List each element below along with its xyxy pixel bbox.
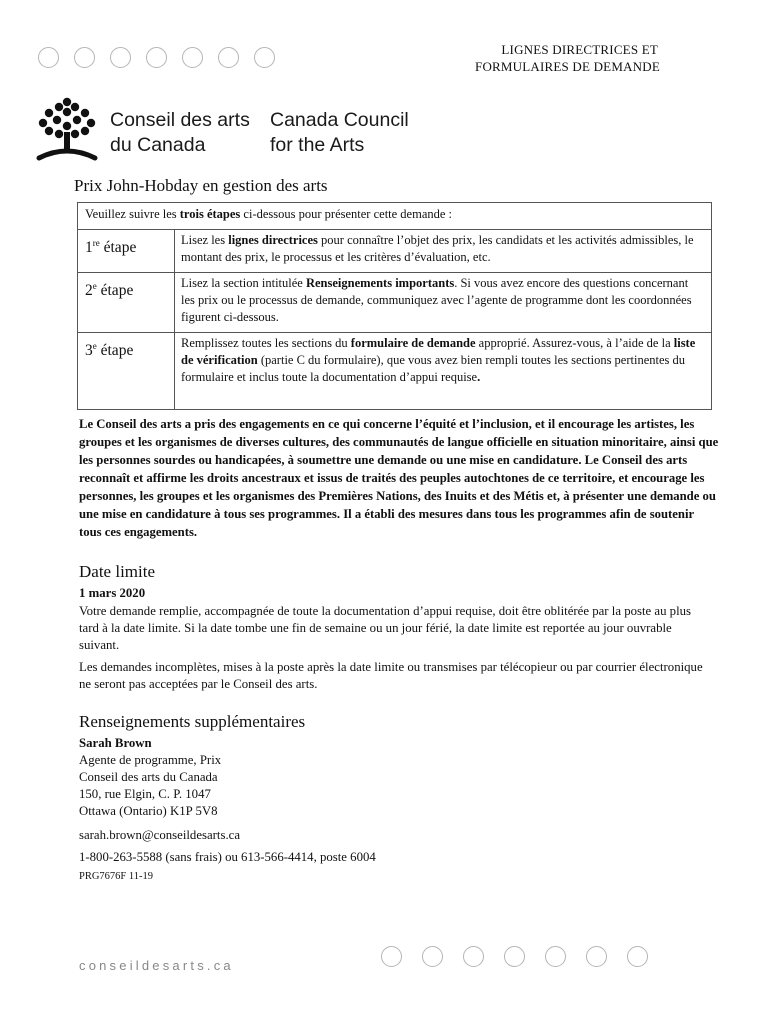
- incomplete-applications-paragraph: Les demandes incomplètes, mises à la poste après la date limite ou transmises par télécopieur ou par courrier électronique ne seront pas acceptées par le Conseil des arts.: [79, 660, 703, 691]
- circle-icon: [146, 47, 167, 68]
- step-text-part: pour connaître l’objet des prix, les candidats et les activités admissibles, le montant des prix, le processus et les critères d’évaluation, etc.: [181, 233, 694, 264]
- step-label: [78, 333, 175, 410]
- step-text-part: Lisez les: [181, 233, 229, 247]
- step-row: [78, 273, 712, 333]
- step-label: [78, 273, 175, 333]
- logo-fr-line-2: du Canada: [110, 134, 206, 156]
- circle-icon: [381, 946, 402, 967]
- step-text: [175, 333, 712, 410]
- steps-intro: [78, 203, 712, 230]
- circle-icon: [218, 47, 239, 68]
- logo-text-french: [110, 108, 250, 158]
- logo-en-line-2: for the Arts: [270, 134, 365, 156]
- step-ordinal: e: [92, 341, 97, 351]
- form-code: PRG7676F 11-19: [79, 871, 153, 882]
- contact-email-link[interactable]: sarah.brown@conseildesarts.ca: [79, 828, 241, 842]
- circle-icon: [110, 47, 131, 68]
- circle-icon: [38, 47, 59, 68]
- page-title: Prix John-Hobday en gestion des arts: [74, 176, 328, 195]
- contact-street: 150, rue Elgin, C. P. 1047: [79, 787, 211, 801]
- step-ordinal: re: [92, 238, 100, 248]
- contact-block: [79, 735, 221, 820]
- tree-logo-icon: [35, 96, 99, 166]
- circle-icon: [182, 47, 203, 68]
- step-text-bold: liste de vérification: [181, 336, 696, 367]
- circle-icon: [254, 47, 275, 68]
- contact-role: Agente de programme, Prix: [79, 753, 222, 767]
- step-text: [175, 230, 712, 273]
- circle-icon: [422, 946, 443, 967]
- intro-text-end: ci-dessous pour présenter cette demande :: [240, 207, 453, 221]
- deadline-heading: Date limite: [79, 562, 156, 581]
- step-word: étape: [96, 282, 134, 300]
- logo-en-line-1: Canada Council: [270, 109, 409, 131]
- step-text-part: Remplissez toutes les sections du: [181, 336, 351, 350]
- intro-text: Veuillez suivre les: [85, 207, 180, 221]
- step-number: 3: [85, 342, 93, 360]
- contact-name: Sarah Brown: [79, 736, 152, 750]
- step-row: [78, 230, 712, 273]
- logo-fr-line-1: Conseil des arts: [110, 109, 250, 131]
- step-label: [78, 230, 175, 273]
- step-number: 2: [85, 282, 93, 300]
- header-line-1: LIGNES DIRECTRICES ET: [501, 42, 658, 57]
- top-circle-decoration: [38, 47, 275, 68]
- step-text-part: (partie C du formulaire), que vous avez bien rempli toutes les sections pertinentes du formulaire et inclus toute la documentation d’appui requise: [181, 353, 686, 384]
- website-link[interactable]: conseildesarts.ca: [79, 958, 234, 973]
- deadline-paragraph: Votre demande remplie, accompagnée de toute la documentation d’appui requise, doit être oblitérée par la poste au plus tard à la date limite. Si la date tombe une fin de semaine ou un jour férié, la date limite est reportée au jour ouvrable suivant.: [79, 604, 692, 652]
- step-text-part: approprié. Assurez-vous, à l’aide de la: [475, 336, 674, 350]
- circle-icon: [504, 946, 525, 967]
- contact-phone: 1-800-263-5588 (sans frais) ou 613-566-4414, poste 6004: [79, 850, 376, 864]
- step-text-bold: lignes directrices: [228, 233, 318, 247]
- step-text: [175, 273, 712, 333]
- step-word: étape: [99, 239, 137, 257]
- step-number: 1: [85, 239, 93, 257]
- circle-icon: [74, 47, 95, 68]
- contact-city: Ottawa (Ontario) K1P 5V8: [79, 804, 218, 818]
- header-line-2: FORMULAIRES DE DEMANDE: [475, 59, 660, 74]
- circle-icon: [586, 946, 607, 967]
- equity-commitment-paragraph: Le Conseil des arts a pris des engagements en ce qui concerne l’équité et l’inclusion, et il encourage les artistes, les groupes et les organismes de diverses cultures, des communautés de langue officielle en situation minoritaire, ainsi que les personnes sourdes ou handicapées, à soumettre une demande ou une mise en candidature. Le Conseil des arts reconnaît et affirme les droits ancestraux et issus de traités des peuples autochtones de ce territoire, et encourage les personnes, les groupes et les organismes des Premières Nations, des Inuits et des Métis et, à présenter une demande ou une mise en candidature à tous ses programmes. Il a établi des mesures dans tous les programmes afin de soutenir tous ces engagements.: [79, 417, 719, 539]
- step-row: [78, 333, 712, 410]
- document-type-header: [475, 41, 660, 75]
- circle-icon: [545, 946, 566, 967]
- step-text-part: . Si vous avez encore des questions concernant les prix ou le processus de demande, communiquez avec l’agente de programme dont les coordonnées figurent ci-dessous.: [181, 276, 692, 324]
- intro-bold: trois étapes: [179, 207, 241, 221]
- bottom-circle-decoration: [381, 946, 648, 967]
- step-text-part: Lisez la section intitulée: [181, 276, 306, 290]
- circle-icon: [627, 946, 648, 967]
- circle-icon: [463, 946, 484, 967]
- contact-organization: Conseil des arts du Canada: [79, 770, 218, 784]
- step-text-bold: .: [477, 370, 481, 384]
- deadline-date: 1 mars 2020: [79, 586, 146, 600]
- additional-info-heading: Renseignements supplémentaires: [79, 712, 306, 731]
- step-word: étape: [96, 342, 134, 360]
- logo-text-english: [270, 108, 409, 158]
- steps-table: [77, 202, 712, 410]
- step-ordinal: e: [92, 281, 97, 291]
- step-text-bold: Renseignements importants: [305, 276, 455, 290]
- step-text-bold: formulaire de demande: [350, 336, 476, 350]
